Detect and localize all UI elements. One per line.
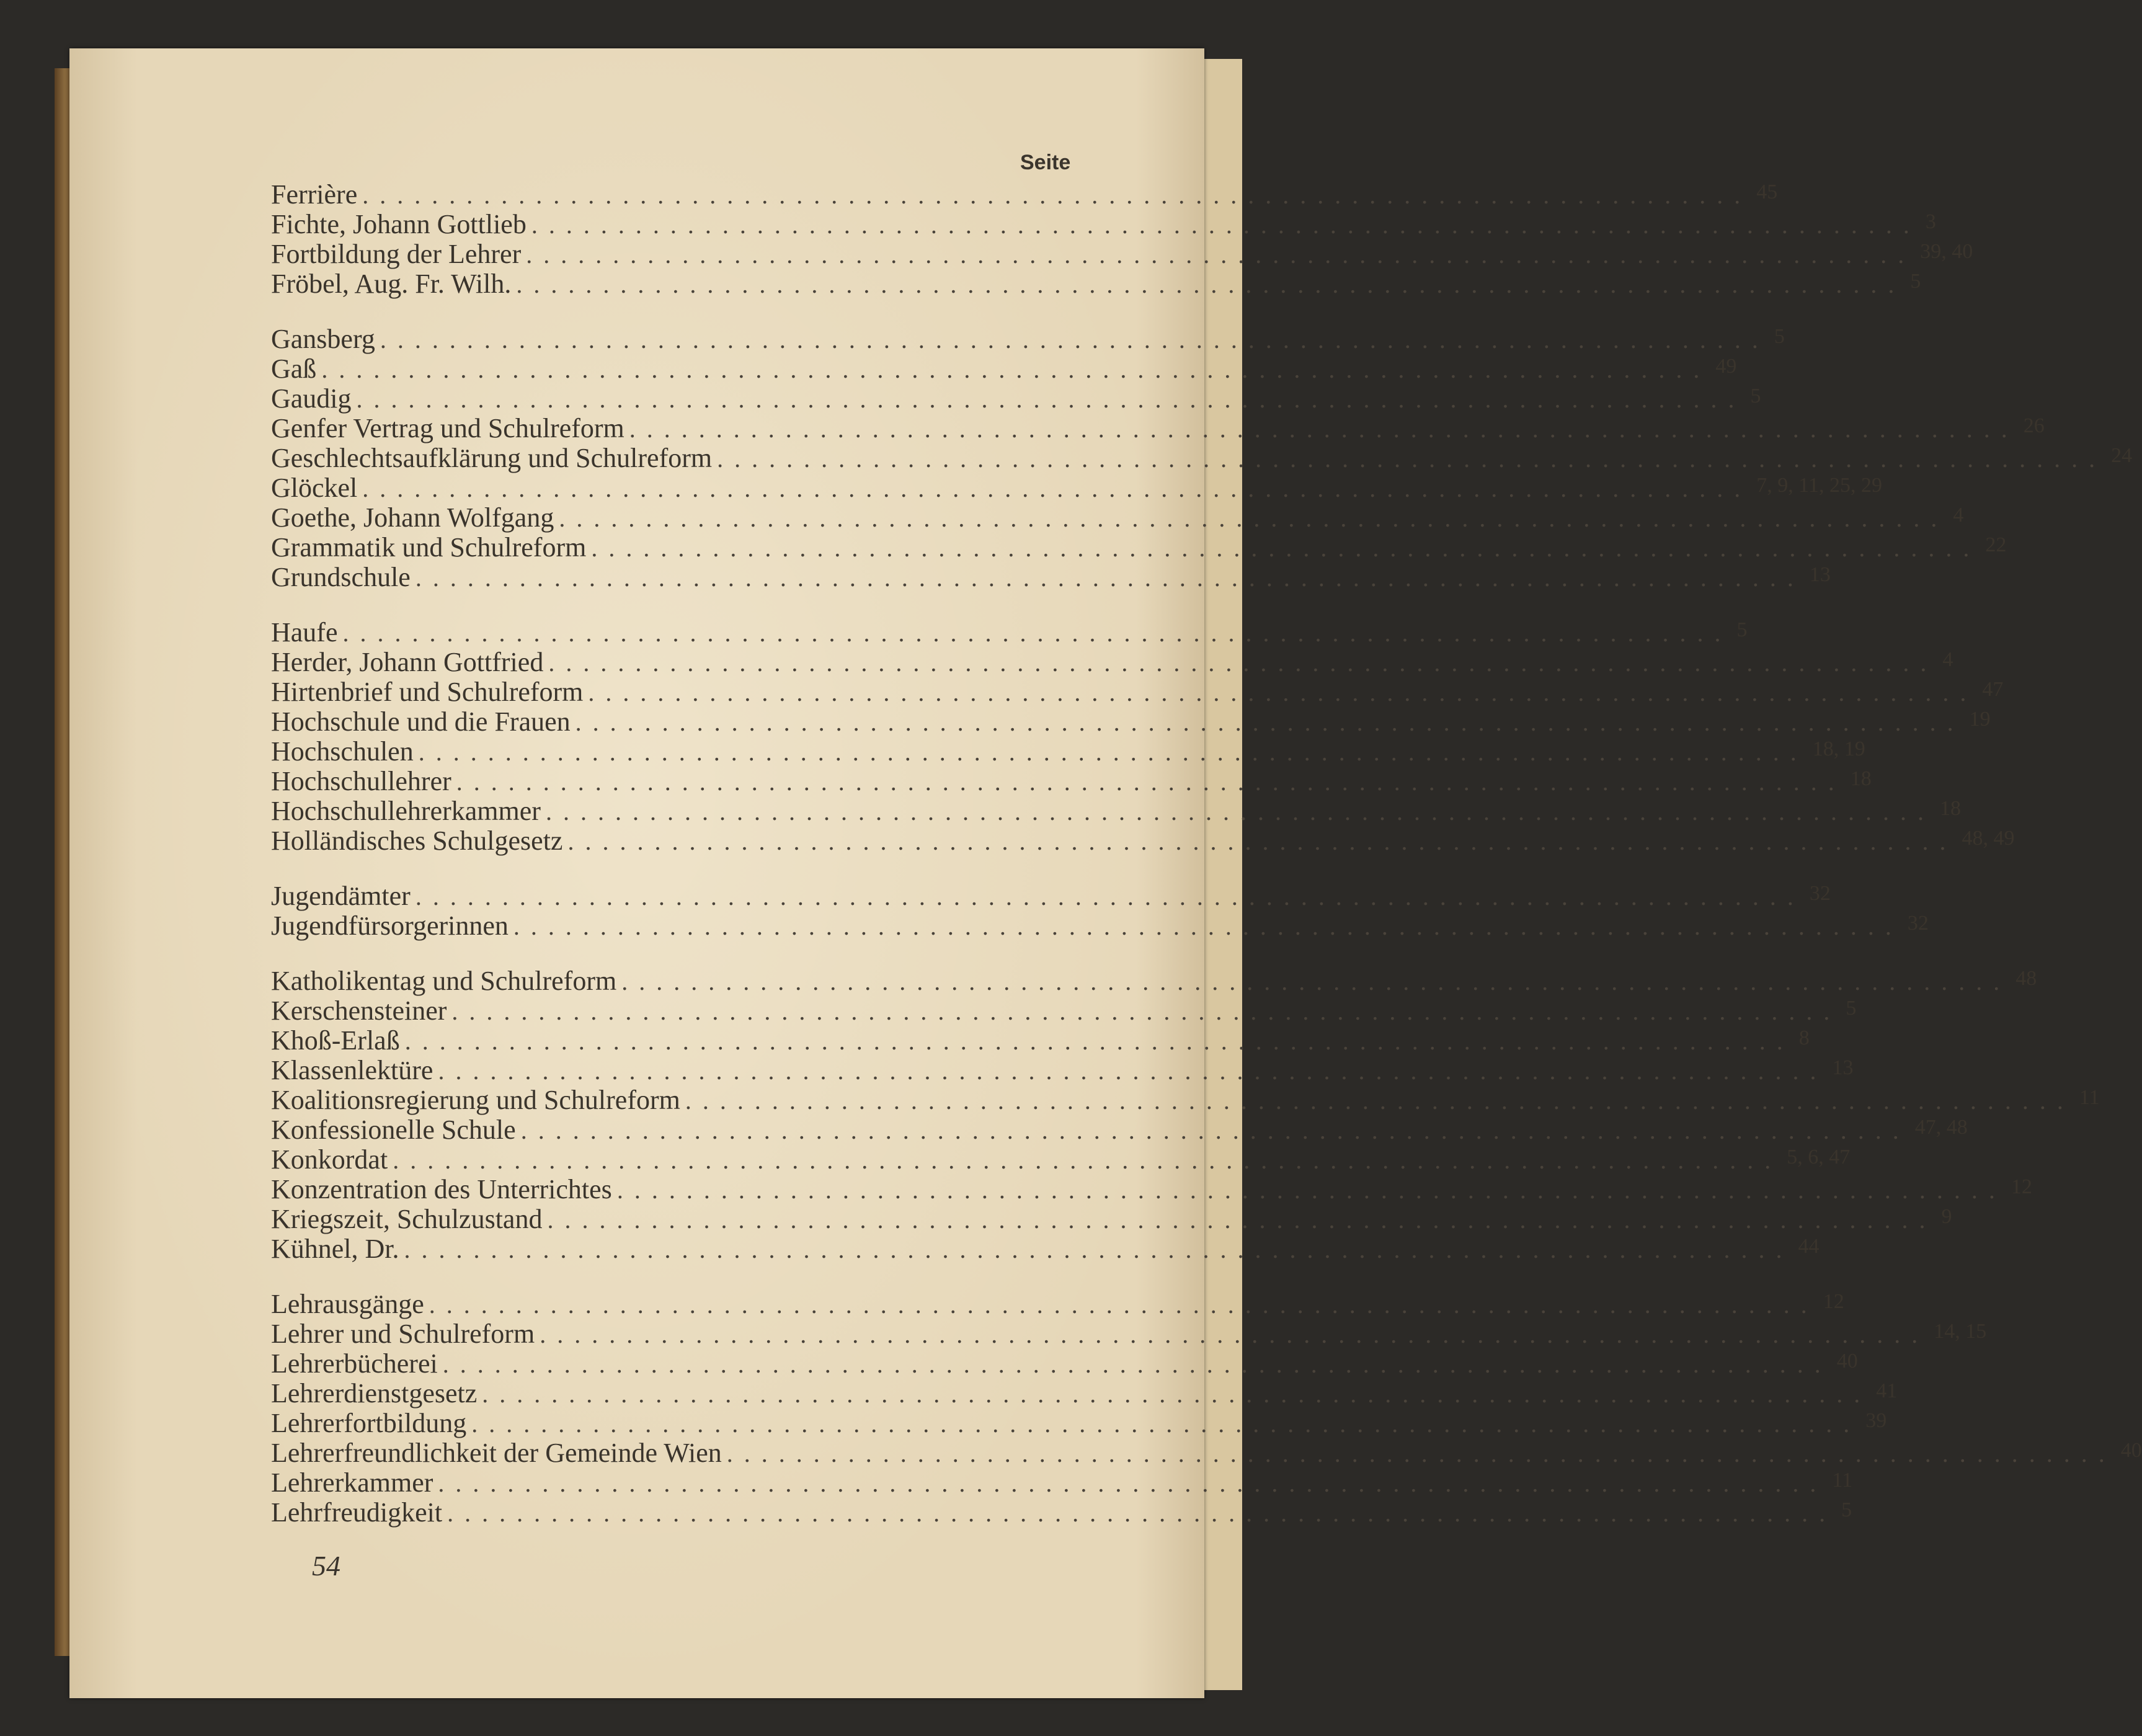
dot-leader: ................................................................................ bbox=[380, 326, 1769, 354]
index-term: Grundschule bbox=[271, 562, 411, 592]
index-pages: 18 bbox=[1850, 767, 1872, 790]
index-term: Konfessionelle Schule bbox=[271, 1115, 516, 1145]
dot-leader: ................................................................................ bbox=[520, 1116, 1910, 1144]
index-term: Lehrerfortbildung bbox=[271, 1408, 467, 1438]
index-pages: 19 bbox=[1969, 708, 1991, 731]
dot-leader: ................................................................................ bbox=[471, 1410, 1861, 1438]
dot-leader: ................................................................................ bbox=[362, 474, 1752, 502]
dot-leader: ................................................................................ bbox=[575, 708, 1965, 736]
dot-leader: ................................................................................ bbox=[567, 827, 1957, 855]
index-group bbox=[271, 881, 1929, 941]
dot-leader: ................................................................................ bbox=[438, 1469, 1828, 1497]
index-entry bbox=[271, 1467, 1853, 1498]
index-entry bbox=[271, 1085, 2100, 1115]
index-term: Kriegszeit, Schulzustand bbox=[271, 1204, 543, 1234]
index-entry bbox=[271, 1408, 1887, 1438]
index-term: Kerschensteiner bbox=[271, 995, 447, 1026]
dot-leader: ................................................................................ bbox=[393, 1146, 1782, 1174]
index-group bbox=[271, 617, 2015, 856]
index-term: Konkordat bbox=[271, 1144, 388, 1175]
index-pages: 12 bbox=[2011, 1175, 2032, 1198]
index-pages: 32 bbox=[1809, 882, 1831, 905]
index-pages: 11 bbox=[2079, 1086, 2100, 1109]
index-term: Glöckel bbox=[271, 473, 358, 503]
dot-leader: ................................................................................ bbox=[513, 912, 1903, 940]
dot-leader: ................................................................................ bbox=[321, 355, 1711, 383]
index-entry bbox=[271, 647, 1953, 677]
index-entry bbox=[271, 1378, 1898, 1409]
index-entry bbox=[271, 910, 1929, 941]
index-group bbox=[271, 1289, 2142, 1528]
dot-leader: ................................................................................ bbox=[415, 883, 1805, 910]
index-term: Hochschullehrer bbox=[271, 766, 451, 796]
index-pages: 48 bbox=[2015, 967, 2037, 990]
index-pages: 8 bbox=[1798, 1026, 1810, 1049]
index-entry bbox=[271, 502, 1964, 533]
index-entry bbox=[271, 995, 1857, 1026]
dot-leader: ................................................................................ bbox=[588, 679, 1978, 706]
dot-leader: ................................................................................ bbox=[362, 181, 1752, 209]
index-entry bbox=[271, 881, 1831, 911]
index-pages: 47, 48 bbox=[1914, 1116, 1968, 1139]
index-term: Geschlechtsaufklärung und Schulreform bbox=[271, 443, 713, 473]
dot-leader: ................................................................................ bbox=[685, 1087, 2074, 1115]
index-term: Fichte, Johann Gottlieb bbox=[271, 209, 527, 239]
index-entry bbox=[271, 473, 1883, 503]
index-term: Gaß bbox=[271, 354, 317, 384]
index-entry bbox=[271, 269, 1921, 299]
index-term: Khoß-Erlaß bbox=[271, 1025, 400, 1056]
dot-leader: ................................................................................ bbox=[516, 270, 1906, 298]
index-pages: 22 bbox=[1985, 533, 2007, 556]
index-entry bbox=[271, 179, 1778, 210]
index-pages: 5 bbox=[1774, 325, 1785, 348]
index-pages: 48, 49 bbox=[1962, 827, 2015, 850]
index-entry bbox=[271, 796, 1961, 826]
dot-leader: ................................................................................ bbox=[442, 1350, 1832, 1378]
dot-leader: ................................................................................ bbox=[447, 1499, 1837, 1527]
index-pages: 40 bbox=[2120, 1439, 2142, 1462]
index-group bbox=[271, 324, 2133, 592]
dot-leader: ................................................................................ bbox=[418, 738, 1808, 766]
dot-leader: ................................................................................ bbox=[404, 1027, 1794, 1055]
dot-leader: ................................................................................ bbox=[429, 1291, 1818, 1319]
index-entry bbox=[271, 1438, 2142, 1468]
index-term: Fröbel, Aug. Fr. Wilh. bbox=[271, 269, 512, 299]
index-pages: 7, 9, 11, 25, 29 bbox=[1756, 474, 1883, 497]
index-group bbox=[271, 179, 1973, 299]
index-pages: 5 bbox=[1910, 270, 1921, 293]
index-term: Fortbildung der Lehrer bbox=[271, 239, 522, 269]
index-term: Genfer Vertrag und Schulreform bbox=[271, 413, 624, 443]
index-entry bbox=[271, 1289, 1844, 1319]
dot-leader: ................................................................................ bbox=[616, 1176, 2006, 1204]
dot-leader: ................................................................................ bbox=[621, 968, 2011, 995]
index-pages: 12 bbox=[1823, 1290, 1844, 1313]
index-pages: 13 bbox=[1809, 563, 1831, 586]
dot-leader: ................................................................................ bbox=[540, 1320, 1929, 1348]
index-term: Gaudig bbox=[271, 383, 352, 414]
index-entry bbox=[271, 1319, 1987, 1349]
index-group bbox=[271, 966, 2100, 1264]
index-term: Herder, Johann Gottfried bbox=[271, 647, 544, 677]
index-pages: 32 bbox=[1907, 912, 1929, 935]
index-entry bbox=[271, 413, 2045, 443]
index-pages: 39 bbox=[1865, 1409, 1887, 1432]
dot-leader: ................................................................................ bbox=[531, 211, 1921, 239]
index-pages: 49 bbox=[1715, 355, 1737, 378]
dot-leader: ................................................................................ bbox=[456, 768, 1846, 796]
index-entry bbox=[271, 239, 1973, 269]
index-pages: 11 bbox=[1832, 1469, 1853, 1492]
index-entry bbox=[271, 766, 1872, 796]
index-entry bbox=[271, 383, 1761, 414]
dot-leader: ................................................................................ bbox=[451, 997, 1841, 1025]
page-number: 54 bbox=[312, 1550, 340, 1582]
index-term: Lehrerbücherei bbox=[271, 1348, 438, 1379]
index-entry bbox=[271, 1115, 1968, 1145]
index-entry bbox=[271, 1204, 1952, 1234]
index-entry bbox=[271, 1174, 2032, 1204]
index-pages: 5 bbox=[1736, 618, 1748, 641]
index-term: Ferrière bbox=[271, 179, 358, 210]
index-entry bbox=[271, 324, 1785, 354]
dot-leader: ................................................................................ bbox=[559, 504, 1949, 532]
index-pages: 26 bbox=[2023, 414, 2045, 437]
index-term: Haufe bbox=[271, 617, 338, 648]
index-pages: 45 bbox=[1756, 180, 1778, 203]
index-term: Goethe, Johann Wolfgang bbox=[271, 502, 554, 533]
dot-leader: ................................................................................ bbox=[526, 241, 1916, 269]
index-entry bbox=[271, 1055, 1854, 1085]
index-pages: 41 bbox=[1876, 1379, 1898, 1402]
index-term: Hirtenbrief und Schulreform bbox=[271, 677, 584, 707]
dot-leader: ................................................................................ bbox=[548, 649, 1938, 677]
dot-leader: ................................................................................ bbox=[404, 1235, 1793, 1263]
dot-leader: ................................................................................ bbox=[482, 1380, 1872, 1408]
dot-leader: ................................................................................ bbox=[717, 445, 2107, 473]
index-entry bbox=[271, 443, 2133, 473]
index-entry bbox=[271, 354, 1737, 384]
index-term: Hochschulen bbox=[271, 736, 414, 767]
index-pages: 4 bbox=[1953, 504, 1964, 527]
index-pages: 5, 6, 47 bbox=[1787, 1146, 1851, 1168]
index-pages: 5 bbox=[1750, 385, 1761, 407]
index-term: Jugendfürsorgerinnen bbox=[271, 910, 509, 941]
index-term: Katholikentag und Schulreform bbox=[271, 966, 617, 996]
dot-leader: ................................................................................ bbox=[415, 564, 1805, 592]
index-term: Koalitionsregierung und Schulreform bbox=[271, 1085, 680, 1115]
dot-leader: ................................................................................ bbox=[545, 798, 1935, 826]
index-term: Hochschullehrerkammer bbox=[271, 796, 541, 826]
index-pages: 18, 19 bbox=[1812, 737, 1865, 760]
index-pages: 39, 40 bbox=[1920, 240, 1973, 263]
index-term: Holländisches Schulgesetz bbox=[271, 826, 563, 856]
index-pages: 3 bbox=[1925, 210, 1936, 233]
index-entry bbox=[271, 617, 1748, 648]
index-entry bbox=[271, 826, 2015, 856]
index-pages: 5 bbox=[1846, 997, 1857, 1020]
index-entry bbox=[271, 966, 2037, 996]
index-pages: 4 bbox=[1942, 648, 1953, 671]
dot-leader: ................................................................................ bbox=[342, 619, 1732, 647]
index-entry bbox=[271, 209, 1936, 239]
index-term: Lehrerfreundlichkeit der Gemeinde Wien bbox=[271, 1438, 722, 1468]
dot-leader: ................................................................................ bbox=[356, 385, 1746, 413]
index-entry bbox=[271, 1234, 1820, 1264]
index-term: Lehrerdienstgesetz bbox=[271, 1378, 478, 1409]
index-pages: 40 bbox=[1836, 1350, 1858, 1373]
index-pages: 14, 15 bbox=[1934, 1320, 1987, 1343]
index-term: Lehrausgänge bbox=[271, 1289, 424, 1319]
index-pages: 13 bbox=[1832, 1056, 1854, 1079]
index-term: Klassenlektüre bbox=[271, 1055, 433, 1085]
dot-leader: ................................................................................ bbox=[591, 534, 1981, 562]
index-entry bbox=[271, 1144, 1851, 1175]
dot-leader: ................................................................................ bbox=[629, 415, 2019, 443]
index-term: Hochschule und die Frauen bbox=[271, 706, 571, 737]
index-pages: 47 bbox=[1982, 678, 2004, 701]
index-entry bbox=[271, 736, 1865, 767]
dot-leader: ................................................................................ bbox=[547, 1206, 1937, 1234]
index-entry bbox=[271, 1025, 1810, 1056]
index-pages: 5 bbox=[1841, 1498, 1852, 1521]
column-header-seite: Seite bbox=[1020, 151, 1071, 174]
index-pages: 18 bbox=[1939, 797, 1961, 820]
index-entry bbox=[271, 706, 1991, 737]
index-entry bbox=[271, 532, 2007, 563]
index-list bbox=[271, 179, 2142, 1553]
index-term: Lehrfreudigkeit bbox=[271, 1497, 443, 1528]
index-term: Kühnel, Dr. bbox=[271, 1234, 399, 1264]
index-entry bbox=[271, 1348, 1858, 1379]
index-entry bbox=[271, 677, 2004, 707]
index-term: Gansberg bbox=[271, 324, 375, 354]
index-term: Grammatik und Schulreform bbox=[271, 532, 587, 563]
dot-leader: ................................................................................ bbox=[438, 1057, 1828, 1085]
index-pages: 9 bbox=[1941, 1205, 1952, 1228]
index-entry bbox=[271, 562, 1831, 592]
index-entry bbox=[271, 1497, 1852, 1528]
index-term: Lehrerkammer bbox=[271, 1467, 433, 1498]
index-pages: 44 bbox=[1798, 1235, 1820, 1258]
index-term: Jugendämter bbox=[271, 881, 411, 911]
dot-leader: ................................................................................ bbox=[726, 1440, 2116, 1467]
index-term: Konzentration des Unterrichtes bbox=[271, 1174, 612, 1204]
index-term: Lehrer und Schulreform bbox=[271, 1319, 535, 1349]
index-pages: 24 bbox=[2111, 444, 2133, 467]
